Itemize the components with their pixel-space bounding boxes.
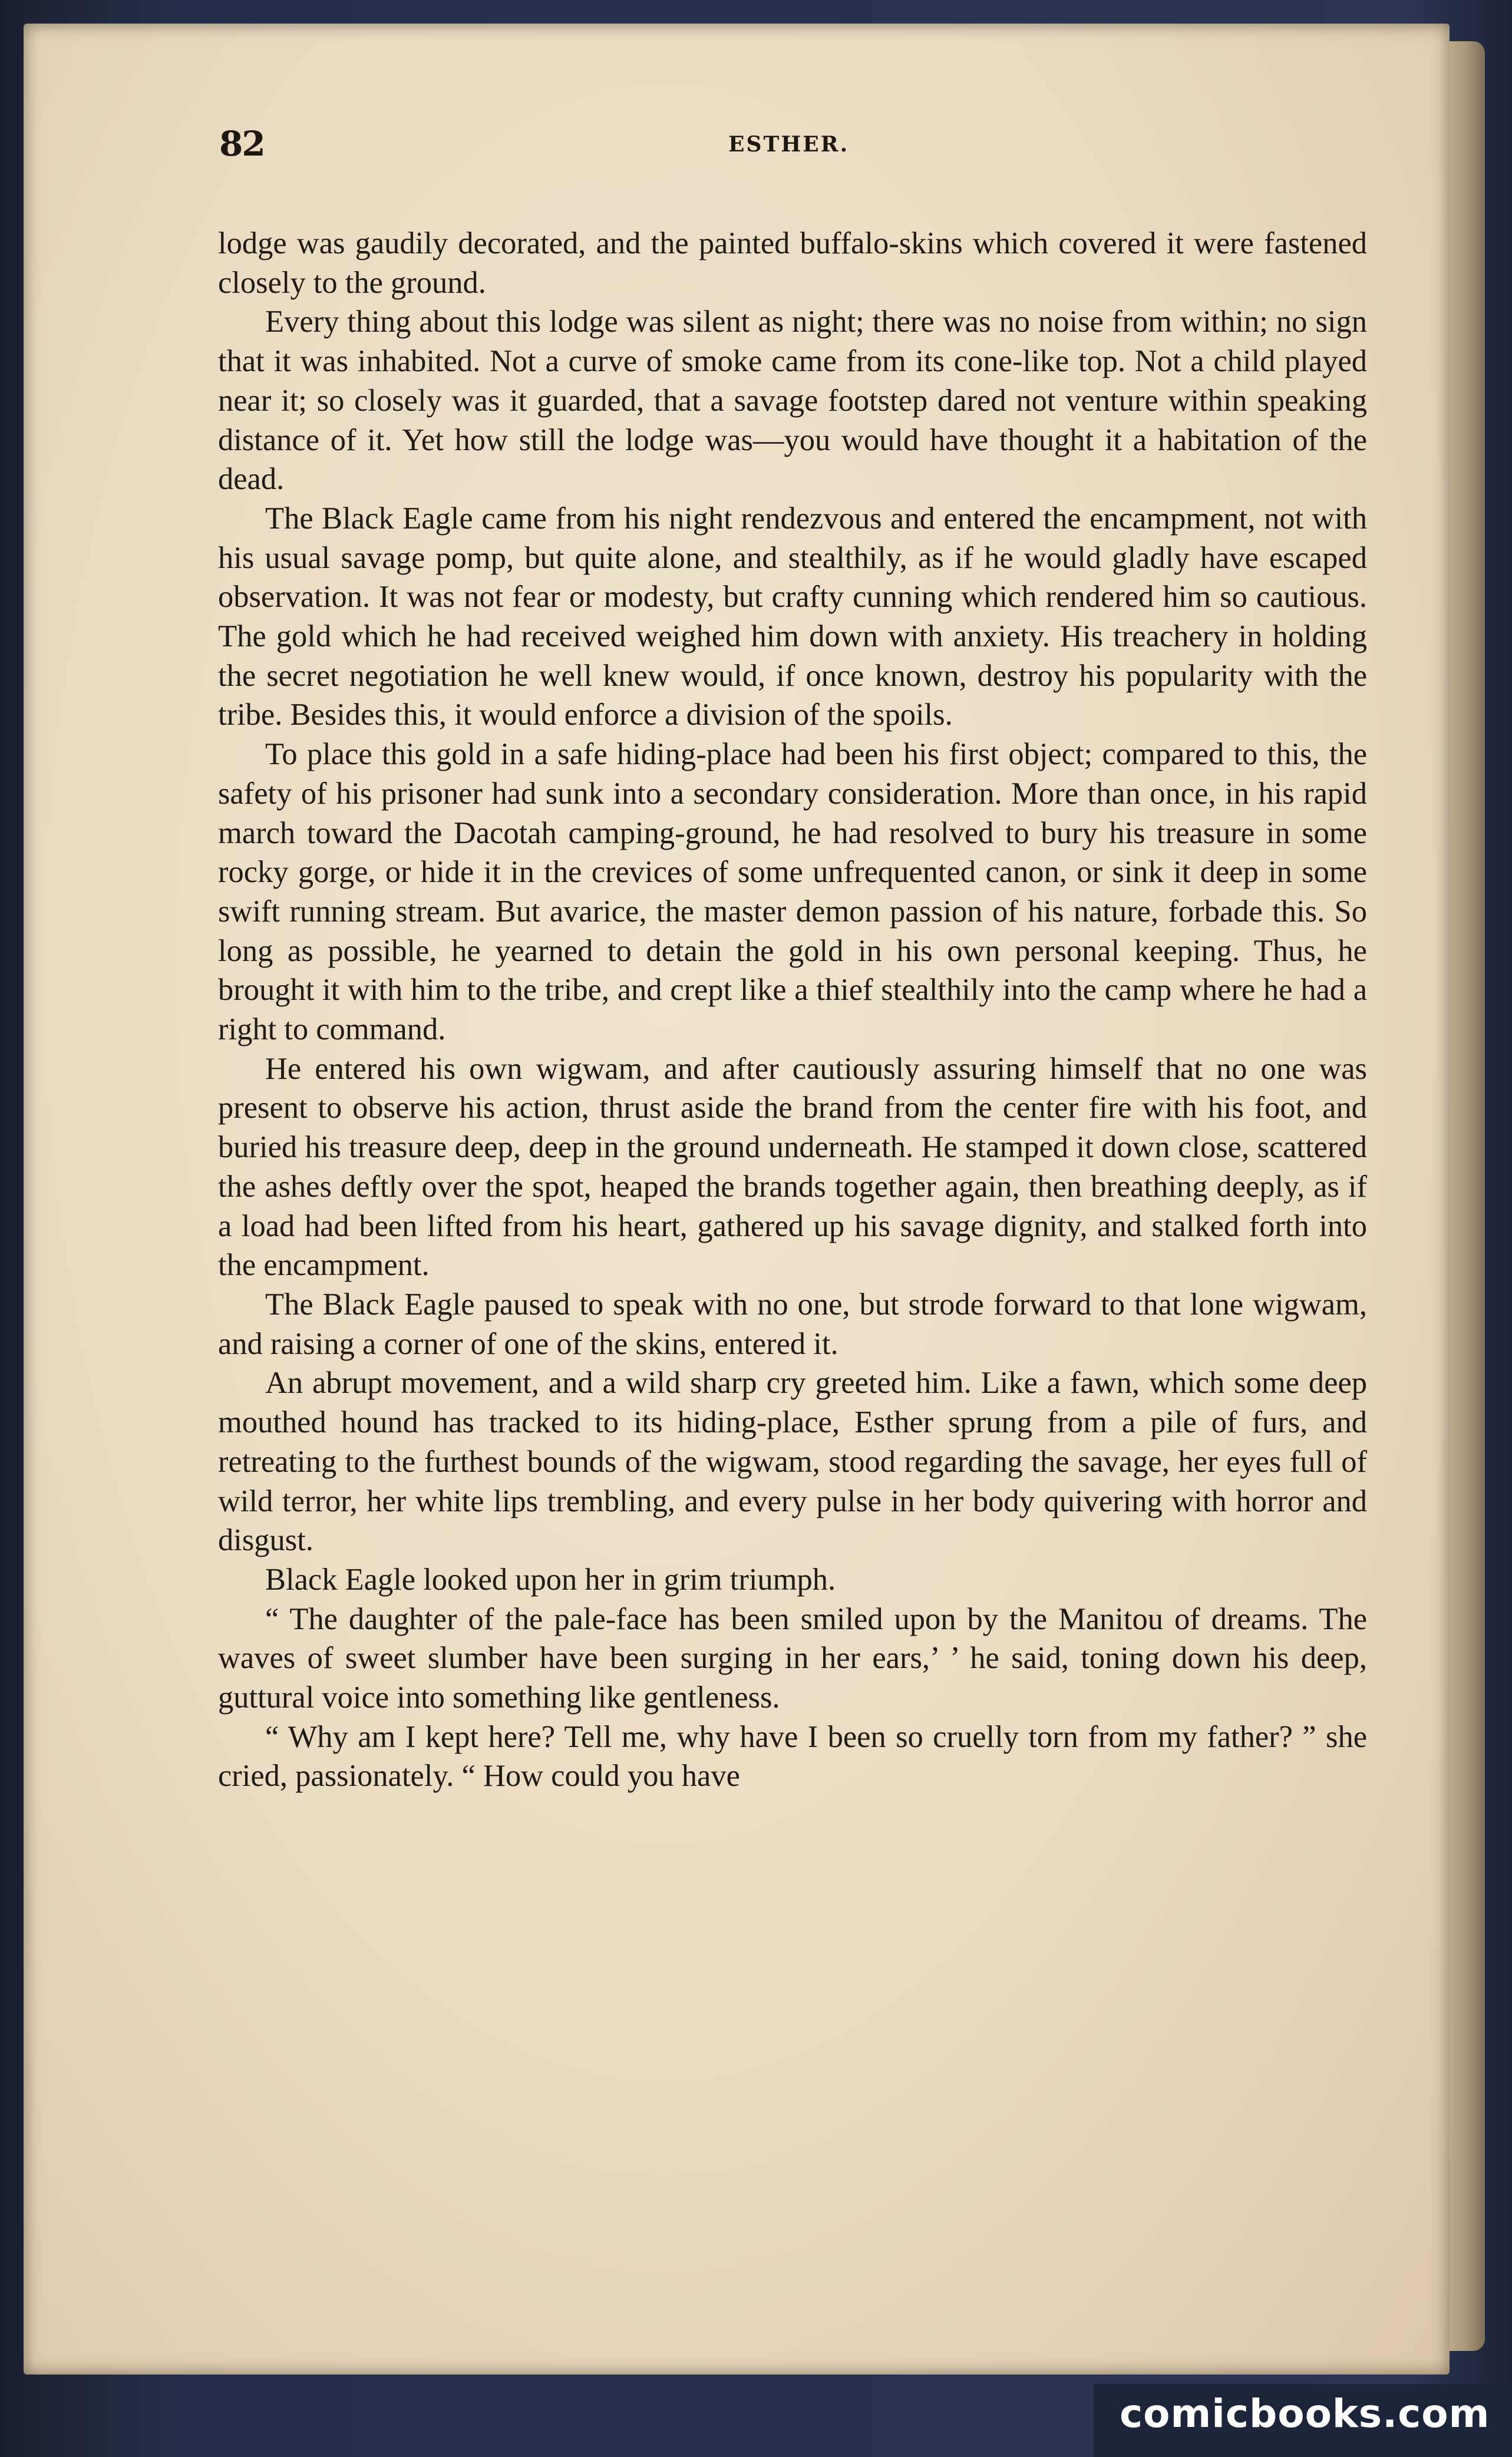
running-head xyxy=(0,124,1512,177)
running-title: ESTHER. xyxy=(728,132,850,157)
paragraph: lodge was gaudily decorated, and the painted buffalo-skins which covered it were fastened closely to the ground. xyxy=(218,226,1367,300)
page-number: 82 xyxy=(219,124,265,164)
paragraph: The Black Eagle paused to speak with no one, but strode forward to that lone wigwam, and raising a corner of one of the skins, entered it. xyxy=(218,1287,1367,1361)
paragraph: An abrupt movement, and a wild sharp cry greeted him. Like a fawn, which some deep mouthed hound has tracked to its hiding-place, Esther sprung from a pile of furs, and retreating to the furthest bounds of the wigwam, stood regarding the savage, her eyes full of wild terror, her white lips trembling, and every pulse in her body quivering with horror and disgust. xyxy=(218,1366,1367,1558)
paragraph: Every thing about this lodge was silent as night; there was no noise from within; no sign that it was inhabited. Not a curve of smoke came from its cone-like top. Not a child played near it; so closely was it guarded, that a savage footstep dared not venture within speaking distance of it. Yet how still the lodge was—you would have thought it a habitation of the dead. xyxy=(218,305,1367,497)
paragraph: The Black Eagle came from his night rendezvous and entered the encampment, not with his usual savage pomp, but quite alone, and stealthily, as if he would gladly have escaped observation. It was not fear or modesty, but crafty cunning which rendered him so cautious. The gold which he had received weighed him down with anxiety. His treachery in holding the secret negotiation he well knew would, if once known, destroy his popularity with the tribe. Besides this, it would enforce a division of the spoils. xyxy=(218,501,1367,732)
watermark: comicbooks.com xyxy=(1120,2391,1490,2436)
paragraph: He entered his own wigwam, and after cautiously assuring himself that no one was present to observe his action, thrust aside the brand from the center fire with his foot, and buried his treasure deep, deep in the ground underneath. He stamped it down close, scattered the ashes deftly over the spot, heaped the brands together again, then breathing deeply, as if a load had been lifted from his heart, gathered up his savage dignity, and stalked forth into the encampment. xyxy=(218,1051,1367,1283)
paragraph: To place this gold in a safe hiding-place had been his first object; compared to this, the safety of his prisoner had sunk into a secondary consideration. More than once, in his rapid march toward the Dacotah camping-ground, he had resolved to bury his treasure in some rocky gorge, or hide it in the crevices of some unfrequented canon, or sink it deep in some swift running stream. But avarice, the master demon passion of his nature, forbade this. So long as possible, he yearned to detain the gold in his own personal keeping. Thus, he brought it with him to the tribe, and crept like a thief stealthily into the camp where he had a right to command. xyxy=(218,737,1367,1047)
paragraph: “ The daughter of the pale-face has been smiled upon by the Manitou of dreams. The waves of sweet slumber have been surging in her ears,’ ’ he said, toning down his deep, guttural voice into something like gentleness. xyxy=(218,1601,1367,1715)
paragraph: “ Why am I kept here? Tell me, why have I been so cruelly torn from my father? ” she cried, passionately. “ How could you have xyxy=(218,1719,1367,1794)
paragraph: Black Eagle looked upon her in grim triumph. xyxy=(265,1562,836,1597)
body-text xyxy=(218,224,1367,1796)
